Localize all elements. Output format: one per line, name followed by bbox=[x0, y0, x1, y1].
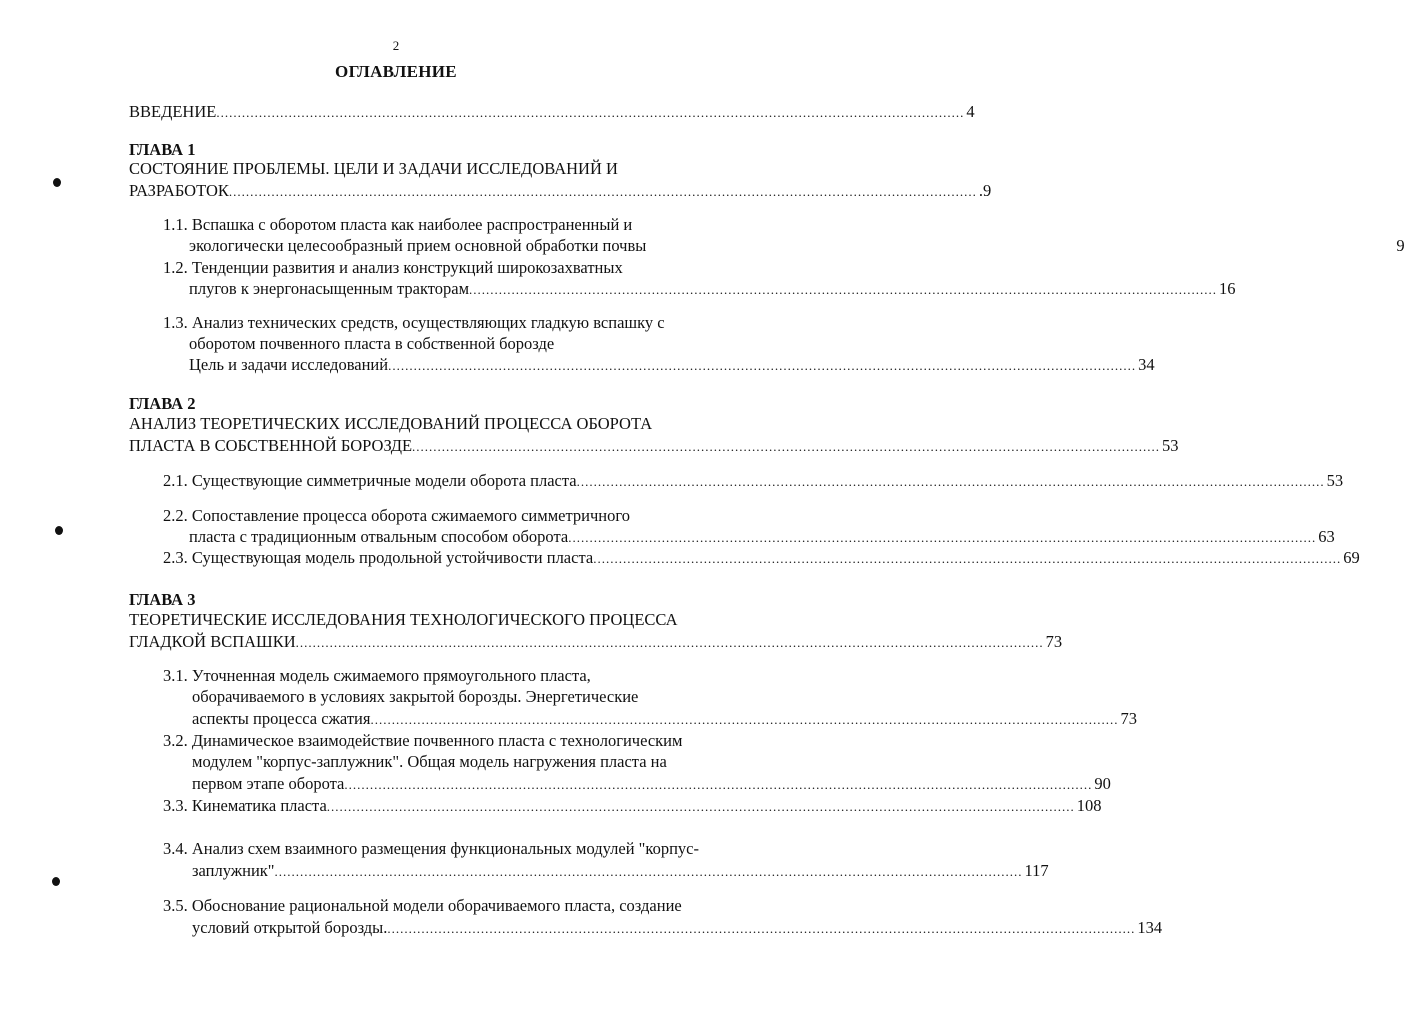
toc-entry-section bbox=[189, 354, 1155, 377]
section-line: оборачиваемого в условиях закрытой борозды. Энергетические bbox=[192, 687, 639, 706]
leader-dots: ................................................................................................................................................................................ bbox=[568, 530, 1317, 545]
entry-page: 63 bbox=[1318, 527, 1335, 546]
toc-entry-chapter bbox=[129, 180, 992, 203]
section-line: Цель и задачи исследований bbox=[189, 355, 389, 374]
chapter-title-line: РАЗРАБОТОК bbox=[129, 181, 229, 200]
leader-dots: ................................................................................................................................................................................ bbox=[344, 777, 1093, 792]
section-line: 2.3. Существующая модель продольной устойчивости пласта bbox=[163, 548, 594, 567]
leader-dots: ................................................................................................................................................................................ bbox=[412, 439, 1161, 454]
chapter-heading: ГЛАВА 1 bbox=[129, 140, 196, 159]
section-line: 3.5. Обоснование рациональной модели оборачиваемого пласта, создание bbox=[163, 896, 682, 915]
section-line: 3.4. Анализ схем взаимного размещения функциональных модулей "корпус- bbox=[163, 839, 699, 858]
toc-entry-section bbox=[192, 860, 1049, 883]
leader-dots: ................................................................................................................................................................................ bbox=[387, 921, 1136, 936]
leader-dots: ................................................................................................................................................................................ bbox=[469, 282, 1218, 297]
scan-dot-marker bbox=[55, 526, 63, 535]
toc-entry-chapter bbox=[129, 435, 1179, 458]
toc-entry-section bbox=[189, 526, 1335, 549]
section-line: первом этапе оборота bbox=[192, 774, 345, 793]
toc-entry-chapter bbox=[129, 631, 1063, 654]
entry-label: ВВЕДЕНИЕ bbox=[129, 102, 217, 121]
toc-entry-section bbox=[192, 708, 1137, 731]
chapter-title-line: ТЕОРЕТИЧЕСКИЕ ИССЛЕДОВАНИЯ ТЕХНОЛОГИЧЕСКОГО ПРОЦЕССА bbox=[129, 610, 678, 629]
entry-page: 9 bbox=[1396, 236, 1405, 255]
scan-dot-marker bbox=[52, 877, 60, 886]
entry-page: 108 bbox=[1076, 796, 1102, 815]
section-line: пласта с традиционным отвальным способом оборота bbox=[189, 527, 569, 546]
toc-entry-section bbox=[192, 773, 1111, 796]
toc-entry-section bbox=[189, 278, 1236, 301]
leader-dots: ................................................................................................................................................................................ bbox=[216, 105, 965, 120]
entry-page: 117 bbox=[1024, 861, 1049, 880]
leader-dots: ................................................................................................................................................................................ bbox=[274, 864, 1023, 879]
page-number: 2 bbox=[392, 38, 400, 53]
entry-page: 4 bbox=[966, 102, 975, 121]
section-line: плугов к энергонасыщенным тракторам bbox=[189, 279, 470, 298]
section-line: 2.1. Существующие симметричные модели оборота пласта bbox=[163, 471, 577, 490]
entry-page: 34 bbox=[1138, 355, 1155, 374]
scan-dot-marker bbox=[53, 178, 61, 187]
section-line: 3.1. Уточненная модель сжимаемого прямоугольного пласта, bbox=[163, 666, 591, 685]
section-line: заплужник" bbox=[192, 861, 275, 880]
leader-dots: ................................................................................................................................................................................ bbox=[370, 712, 1119, 727]
entry-page: 16 bbox=[1219, 279, 1236, 298]
section-line: условий открытой борозды. bbox=[192, 918, 388, 937]
leader-dots: ................................................................................................................................................................................ bbox=[388, 358, 1137, 373]
toc-entry-section bbox=[189, 235, 1405, 258]
section-line: 3.2. Динамическое взаимодействие почвенного пласта с технологическим bbox=[163, 731, 683, 750]
leader-dots: ................................................................................................................................................................................ bbox=[295, 635, 1044, 650]
entry-page: 53 bbox=[1162, 436, 1179, 455]
leader-dots: ................................................................................................................................................................................ bbox=[326, 799, 1075, 814]
entry-page: .9 bbox=[978, 181, 992, 200]
leader-dots: ................................................................................................................................................................................ bbox=[228, 184, 977, 199]
section-line: 3.3. Кинематика пласта bbox=[163, 796, 327, 815]
toc-entry-section bbox=[163, 795, 1102, 818]
chapter-title-line: АНАЛИЗ ТЕОРЕТИЧЕСКИХ ИССЛЕДОВАНИЙ ПРОЦЕССА ОБОРОТА bbox=[129, 414, 653, 433]
chapter-heading: ГЛАВА 3 bbox=[129, 590, 196, 609]
entry-page: 90 bbox=[1094, 774, 1111, 793]
toc-entry-section bbox=[192, 917, 1163, 940]
entry-page: 134 bbox=[1137, 918, 1163, 937]
toc-entry-section bbox=[163, 547, 1360, 570]
chapter-title-line: ПЛАСТА В СОБСТВЕННОЙ БОРОЗДЕ bbox=[129, 436, 413, 455]
section-line: 1.3. Анализ технических средств, осуществляющих гладкую вспашку с bbox=[163, 313, 665, 332]
chapter-title-line: ГЛАДКОЙ ВСПАШКИ bbox=[129, 632, 296, 651]
section-line: аспекты процесса сжатия bbox=[192, 709, 371, 728]
section-line: оборотом почвенного пласта в собственной борозде bbox=[189, 334, 555, 353]
chapter-heading: ГЛАВА 2 bbox=[129, 394, 196, 413]
section-line: 2.2. Сопоставление процесса оборота сжимаемого симметричного bbox=[163, 506, 630, 525]
entry-page: 69 bbox=[1343, 548, 1360, 567]
toc-entry-section bbox=[163, 470, 1344, 493]
leader-dots: ................................................................................................................................................................................ bbox=[576, 474, 1325, 489]
section-line: 1.1. Вспашка с оборотом пласта как наиболее распространенный и bbox=[163, 215, 633, 234]
entry-page: 73 bbox=[1045, 632, 1063, 651]
toc-title: ОГЛАВЛЕНИЕ bbox=[335, 62, 457, 81]
toc-entry-intro bbox=[129, 101, 975, 124]
entry-page: 73 bbox=[1120, 709, 1137, 728]
section-line: 1.2. Тенденции развития и анализ конструкций широкозахватных bbox=[163, 258, 623, 277]
chapter-title-line: СОСТОЯНИЕ ПРОБЛЕМЫ. ЦЕЛИ И ЗАДАЧИ ИССЛЕДОВАНИЙ И bbox=[129, 159, 618, 178]
section-line: экологически целесообразный прием основной обработки почвы bbox=[189, 236, 647, 255]
leader-dots: ................................................................................................................................................................................ bbox=[593, 551, 1342, 566]
entry-page: 53 bbox=[1326, 471, 1344, 490]
section-line: модулем "корпус-заплужник". Общая модель нагружения пласта на bbox=[192, 752, 667, 771]
